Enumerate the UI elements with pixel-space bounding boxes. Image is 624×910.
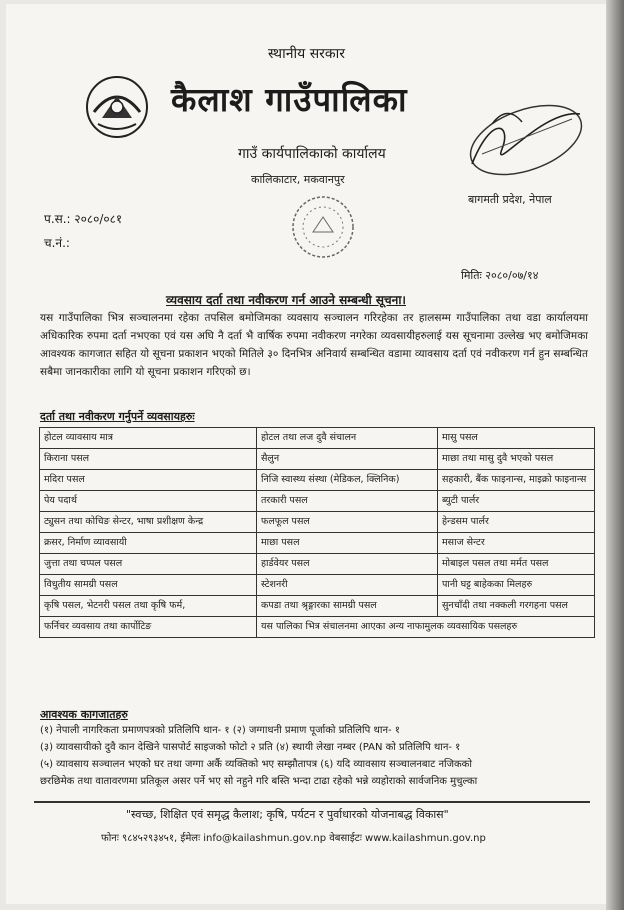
table-cell: क्रसर, निर्माण व्यावसायी xyxy=(40,533,257,554)
table-cell: यस पालिका भित्र संचालनमा आएका अन्य नाफामुलक व्यवसायिक पसलहरु xyxy=(257,617,595,638)
document-item: (१) नेपाली नागरिकता प्रमाणपत्रको प्रतिलिपि थान- १ (२) जग्गाधनी प्रमाण पूर्जाको प्रतिलिपि थान- १ xyxy=(40,725,401,736)
table-row xyxy=(40,596,595,617)
table-cell: सैलुन xyxy=(257,449,438,470)
table-cell: निजि स्वास्थ्य संस्था (मेडिकल, क्लिनिक) xyxy=(257,470,438,491)
table-cell: हार्डवेयर पसल xyxy=(257,554,438,575)
table-cell: तरकारी पसल xyxy=(257,491,438,512)
table-cell: स्टेशनरी xyxy=(257,575,438,596)
table-row xyxy=(40,533,595,554)
page-edge-shadow xyxy=(606,0,624,910)
document-item: (५) व्यावसाय सञ्चालन भएको घर तथा जग्गा अर्कै व्यक्तिको भए सम्झौतापत्र (६) यदि व्यावसाय सञ्चालनबाट नजिकको xyxy=(40,759,472,770)
table-cell: मोबाइल पसल तथा मर्मत पसल xyxy=(438,554,595,575)
footer-slogan: "स्वच्छ, शिक्षित एवं समृद्ध कैलाश; कृषि, पर्यटन र पुर्वाधारको योजनाबद्ध विकास" xyxy=(126,808,449,821)
documents-list xyxy=(40,722,590,790)
table-cell: मसाज सेन्टर xyxy=(438,533,595,554)
table-row xyxy=(40,512,595,533)
table-row xyxy=(40,575,595,596)
table-cell: मदिरा पसल xyxy=(40,470,257,491)
documents-heading: आवश्यक कागजातहरु xyxy=(40,708,128,721)
table-cell: किराना पसल xyxy=(40,449,257,470)
table-row xyxy=(40,449,595,470)
province-label: बागमती प्रदेश, नेपाल xyxy=(468,193,552,206)
office-seal-icon xyxy=(280,192,366,262)
notice-heading: व्यवसाय दर्ता तथा नवीकरण गर्न आउने सम्बन्धी सूचना। xyxy=(166,293,406,307)
local-government-label: स्थानीय सरकार xyxy=(268,46,345,62)
table-row xyxy=(40,491,595,512)
footer-contact: फोनः ९८४५२९३४५१, ईमेलः info@kailashmun.gov.np वेबसाईटः www.kailashmun.gov.np xyxy=(101,833,486,844)
document-page xyxy=(6,4,606,904)
table-cell: माछा तथा मासु दुवै भएको पसल xyxy=(438,449,595,470)
table-cell: हेन्डसम पार्लर xyxy=(438,512,595,533)
table-cell: पेय पदार्थ xyxy=(40,491,257,512)
table-row xyxy=(40,428,595,449)
table-cell: माछा पसल xyxy=(257,533,438,554)
business-list-heading: दर्ता तथा नवीकरण गर्नुपर्ने व्यवसायहरुः xyxy=(40,410,195,423)
table-cell: होटल तथा लज दुवै संचालन xyxy=(257,428,438,449)
table-row xyxy=(40,617,595,638)
nepal-emblem-icon xyxy=(84,74,150,140)
footer-divider xyxy=(34,801,590,803)
table-cell: कृषि पसल, भेटनरी पसल तथा कृषि फर्म, xyxy=(40,596,257,617)
table-row xyxy=(40,470,595,491)
notice-body: यस गाउँपालिका भित्र सञ्चालनमा रहेका तपसिल बमोजिमका व्यवसाय सञ्चालन गरिरहेका तर हालसम्म गाउँपालिका तथा वडा कार्यालयमा अधिकारिक रुपमा दर्ता नभएका एवं यस अघि नै दर्ता भै वार्षिक रुपमा नवीकरण नगरेका व्यवसायीहरुलाई यस सूचनामा उल्लेख भए बमोजिमका आवश्यक कागजात सहित यो सूचना प्रकाशन भएको मितिले ३० दिनभित्र अनिवार्य सम्बन्धित वडामा व्यावसाय दर्ता एवं नवीकरण गर्न हुन सम्बन्धित सबैमा जानकारीका लागि यो सूचना प्रकाशन गरिएको छ। xyxy=(40,312,588,378)
dispatch-number: च.नं.: xyxy=(44,236,70,250)
table-cell: विधुतीय सामग्री पसल xyxy=(40,575,257,596)
document-item: (३) व्यावसायीको दुवै कान देखिने पासपोर्ट साइजको फोटो २ प्रति (४) स्थायी लेखा नम्बर (PAN को प्रतिलिपि थान- १ xyxy=(40,742,461,753)
table-cell: कपडा तथा श्रृङ्गारका सामग्री पसल xyxy=(257,596,438,617)
table-cell: होटल व्यावसाय मात्र xyxy=(40,428,257,449)
table-cell: ट्युसन तथा कोचिङ सेन्टर, भाषा प्रशीक्षण केन्द्र xyxy=(40,512,257,533)
table-cell: सुनचाँदी तथा नक्कली गरगहना पसल xyxy=(438,596,595,617)
table-cell: फर्निचर व्यवसाय तथा कार्पोटिङ xyxy=(40,617,257,638)
notice-date: मितिः २०८०/०७/१४ xyxy=(461,269,539,282)
reference-number: प.स.: २०८०/०८१ xyxy=(44,212,123,226)
business-table xyxy=(39,427,595,638)
table-cell: मासु पसल xyxy=(438,428,595,449)
table-cell: जुत्ता तथा चप्पल पसल xyxy=(40,554,257,575)
table-cell: पानी घट्ट बाहेकका मिलहरु xyxy=(438,575,595,596)
table-row xyxy=(40,554,595,575)
document-item: छरछिमेक तथा वातावरणमा प्रतिकूल असर पर्ने भए सो नहुने गरि बस्ति भन्दा टाढा रहेको भन्ने व्यहोराको सार्वजनिक मुचुल्का xyxy=(40,776,478,787)
office-name: गाउँ कार्यपालिकाको कार्यालय xyxy=(238,146,386,162)
municipality-title: कैलाश गाउँपालिका xyxy=(171,80,408,119)
table-cell: फलफूल पसल xyxy=(257,512,438,533)
office-address: कालिकाटार, मकवानपुर xyxy=(251,173,345,186)
signature-stamp-icon xyxy=(462,94,590,186)
table-cell: सहकारी, बैंक फाइनान्स, माइक्रो फाइनान्स xyxy=(438,470,595,491)
table-cell: ब्युटी पार्लर xyxy=(438,491,595,512)
